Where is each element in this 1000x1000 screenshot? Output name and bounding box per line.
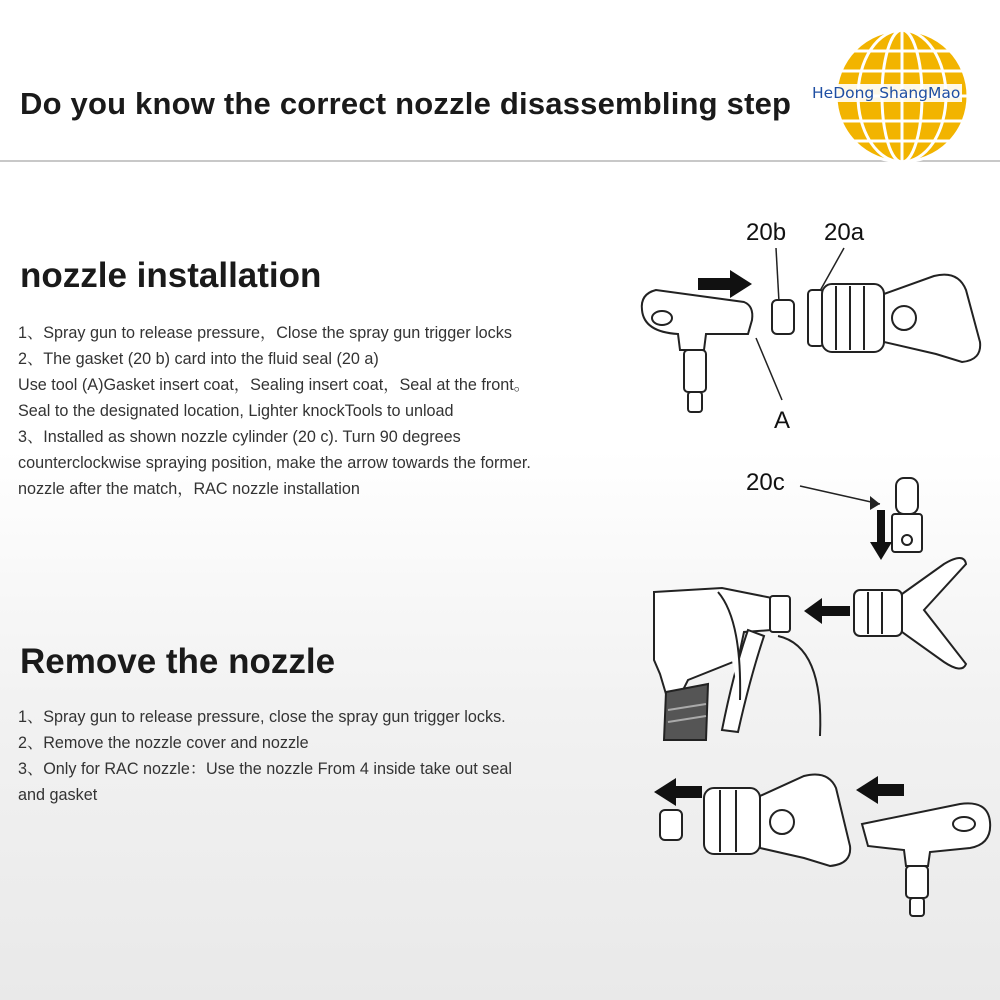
nozzle-guard-icon — [854, 558, 966, 669]
arrow-left-icon — [804, 598, 850, 624]
installation-line: 2、The gasket (20 b) card into the fluid seal (20 a) — [18, 350, 379, 368]
page-title: Do you know the correct nozzle disassembling step — [20, 86, 792, 121]
installation-line: nozzle after the match，RAC nozzle installation — [18, 480, 360, 498]
leader-line-a — [756, 338, 782, 400]
label-a: A — [774, 407, 791, 434]
installation-steps — [18, 320, 531, 502]
installation-line: 3、Installed as shown nozzle cylinder (20 c). Turn 90 degrees — [18, 428, 461, 446]
removal-line: 1、Spray gun to release pressure, close the spray gun trigger locks. — [18, 708, 506, 726]
label-20a: 20a — [824, 219, 865, 246]
installation-line: Use tool (A)Gasket insert coat，Sealing insert coat，Seal at the front。 — [18, 376, 530, 394]
leader-line-20c — [800, 486, 880, 504]
spray-gun-icon — [654, 588, 820, 740]
installation-diagram — [636, 210, 996, 440]
gun-assembly-diagram — [648, 460, 998, 740]
logo-text: HeDong ShangMao — [812, 84, 961, 102]
arrow-down-icon — [870, 510, 892, 560]
label-20c: 20c — [746, 469, 785, 496]
removal-line: 3、Only for RAC nozzle：Use the nozzle From 4 inside take out seal — [18, 760, 512, 778]
arrow-right-icon — [698, 270, 752, 298]
removal-line: 2、Remove the nozzle cover and nozzle — [18, 734, 309, 752]
gasket-icon — [660, 810, 682, 840]
nozzle-guard-icon — [704, 775, 850, 867]
arrow-left-icon — [856, 776, 904, 804]
leader-line-20b — [776, 248, 779, 302]
removal-steps — [18, 704, 512, 808]
installation-line: Seal to the designated location, Lighter knockTools to unload — [18, 402, 454, 420]
tool-a-icon — [642, 290, 753, 412]
removal-heading: Remove the nozzle — [20, 642, 336, 681]
gasket-20b-icon — [772, 300, 794, 334]
tool-icon — [862, 803, 990, 916]
removal-line: and gasket — [18, 786, 98, 804]
installation-line: counterclockwise spraying position, make the arrow towards the former. — [18, 454, 531, 472]
installation-heading: nozzle installation — [20, 256, 322, 295]
label-20b: 20b — [746, 219, 787, 246]
arrow-left-icon — [654, 778, 702, 806]
nozzle-tip-20c-icon — [892, 478, 922, 552]
nozzle-guard-20a-icon — [808, 275, 980, 362]
installation-line: 1、Spray gun to release pressure，Close the spray gun trigger locks — [18, 324, 512, 342]
removal-diagram — [640, 766, 1000, 926]
